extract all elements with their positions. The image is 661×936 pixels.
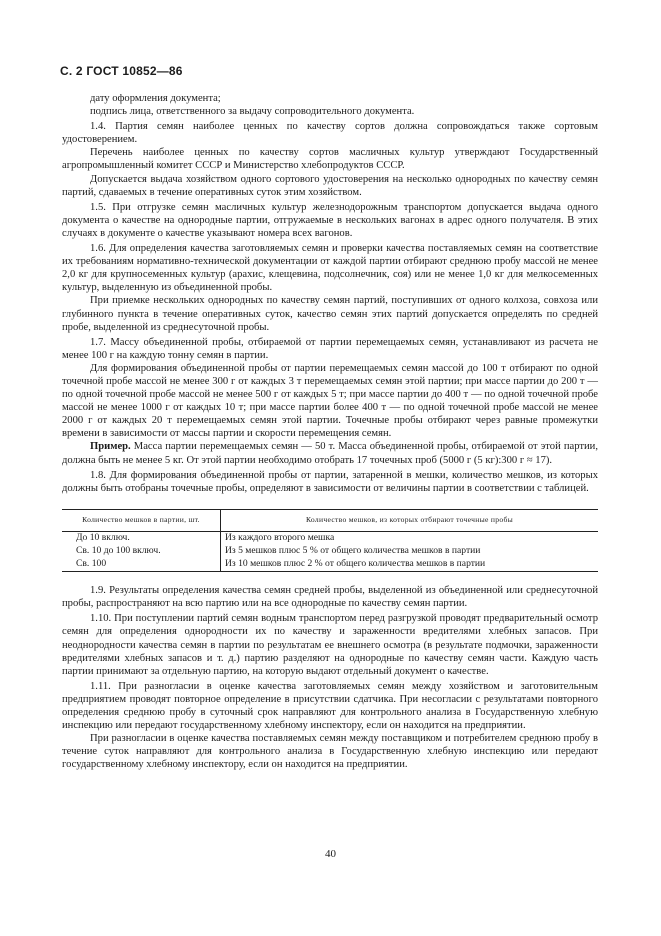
paragraph-text: 1.11. При разногласии в оценке качества заготовляемых семян между хозяйством и заготовительным предприятием проводят повторное определение в присутствии сдатчика. При несогласии с результатами повторного определения среднюю пробу в суточный срок направляют для контрольного анализа в Государственную хлебную инспекцию или передают государственному хлебному инспектору, если он находится на предприятии. [62,680,598,732]
paragraph-text: Для формирования объединенной пробы от партии перемещаемых семян массой до 100 т отбирают по одной точечной пробе массой не менее 300 г от каждых 3 т перемещаемых семян этой партии; при массе партии до 200 т — по одной точечной пробе массой не менее 500 г от каждых 5 т; при массе партии до 400 т — по одной точечной пробе массой не менее 1000 г от каждых 10 т; при массе партии более 400 т — по одной точечной пробе массой не менее 2000 г от каждых 20 т перемещаемых семян этой партии. Точечные пробы отбирают через равные промежутки времени в зависимости от массы партии и скорости перемещения семян. [62,362,598,440]
paragraph [62,201,598,240]
paragraphs-bottom [62,584,598,771]
paragraph [62,105,598,118]
table-row [62,532,598,545]
paragraph-text: Перечень наиболее ценных по качеству сортов масличных культур утверждают Государственный агропромышленный комитет СССР и Министерство хлебопродуктов СССР. [62,147,598,172]
paragraph-text: 1.8. Для формирования объединенной пробы от партии, затаренной в мешки, количество мешков, из которых должны быть отобраны точечные пробы, определяют в зависимости от величины партии в соответствии с таблицей. [62,469,598,494]
paragraph [62,469,598,495]
paragraph [62,146,598,172]
paragraph-text: 1.9. Результаты определения качества семян средней пробы, выделенной из объединенной или среднесуточной пробы, распространяют на всю партию или на все однородные по качеству семян партии. [62,585,598,610]
paragraph-text: 1.10. При поступлении партий семян водным транспортом перед разгрузкой проводят предварительный осмотр семян для определения однородности их по качеству и зараженности вредителями хлебных запасов. При неоднородности качества семян в партии по результатам ее внешнего осмотра (в результате подмочки, зараженности вредителями хлебных запасов и т. д.) партию разделяют на однородные по качеству семян части. Каждую часть партии принимают за отдельную партию, на которую выдают отдельный документ о качестве. [62,613,598,677]
paragraph-text: Допускается выдача хозяйством одного сортового удостоверения на несколько однородных по качеству семян партий, сдаваемых в течение оперативных суток этим хозяйством. [62,173,598,198]
paragraph [62,336,598,362]
paragraph-text: При приемке нескольких однородных по качеству семян партий, поступивших от одного колхоза, совхоза или глубинного пункта в течение оперативных суток, качество семян этих партий допускается определять по средней пробе, выделенной из среднесуточной пробы. [62,295,598,333]
table-cell: До 10 включ. [62,532,221,545]
page-header: С. 2 ГОСТ 10852—86 [60,64,183,78]
paragraph-text: При разногласии в оценке качества поставляемых семян между поставщиком и потребителем среднюю пробу в течение суток направляют для контрольного анализа в Государственную хлебную инспекцию или передают государственному хлебному инспектору, если он находится на предприятии. [62,733,598,771]
paragraph [62,362,598,441]
paragraphs-top [62,92,598,495]
document-body [62,92,598,772]
paragraph [62,584,598,610]
bag-sampling-table [62,509,598,572]
page-number: 40 [325,848,336,860]
paragraph [62,440,598,466]
paragraph [62,120,598,146]
table-cell: Св. 10 до 100 включ. [62,545,221,558]
paragraph [62,92,598,105]
table-cell: Св. 100 [62,558,221,572]
paragraph [62,680,598,732]
example-lead: Пример. [90,441,131,453]
table-cell: Из 10 мешков плюс 2 % от общего количества мешков в партии [221,558,599,572]
paragraph [62,242,598,294]
table-cell: Из 5 мешков плюс 5 % от общего количества мешков в партии [225,545,481,556]
table-row [62,545,598,558]
table-row [62,558,598,572]
table-cell: Из каждого второго мешка [225,532,335,544]
table-header-row [62,509,598,532]
paragraph-text: подпись лица, ответственного за выдачу сопроводительного документа. [90,106,415,118]
paragraph-text: 1.4. Партия семян наиболее ценных по качеству сортов должна сопровождаться также сортовым удостоверением. [62,121,598,146]
paragraph [62,732,598,771]
paragraph [62,612,598,677]
paragraph-text: дату оформления документа; [90,93,221,104]
table-header-bags: Количество мешков в партии, шт. [62,509,221,532]
paragraph-text: Масса партии перемещаемых семян — 50 т. Масса объединенной пробы, отбираемой от этой партии, должна быть не менее 5 кг. От этой партии необходимо отобрать 17 точечных проб (5000 г (5 кг):300 г ≈ 17). [62,441,598,466]
paragraph-text: 1.7. Массу объединенной пробы, отбираемой от партии перемещаемых семян, устанавливают из расчета не менее 100 г на каждую тонну семян в партии. [62,336,598,361]
paragraph-text: 1.5. При отгрузке семян масличных культур железнодорожным транспортом допускается выдача одного документа о качестве на однородные партии, отгружаемые в нескольких вагонах в адрес одного получателя. В этих случаях в документе о качестве указывают номера всех вагонов. [62,201,598,239]
table-header-sampled-bags: Количество мешков, из которых отбирают точечные пробы [221,509,599,532]
paragraph-text: 1.6. Для определения качества заготовляемых семян и проверки качества поставляемых семян на соответствие их требованиям нормативно-технической документации от каждой партии отбирают среднюю пробу массой не менее 2,0 кг для крупносеменных культур (арахис, клещевина, подсолнечник, соя) или не менее 1,0 кг для мелкосеменных культур, выделенную из объединенной пробы. [62,243,598,294]
paragraph [62,173,598,199]
paragraph [62,294,598,333]
